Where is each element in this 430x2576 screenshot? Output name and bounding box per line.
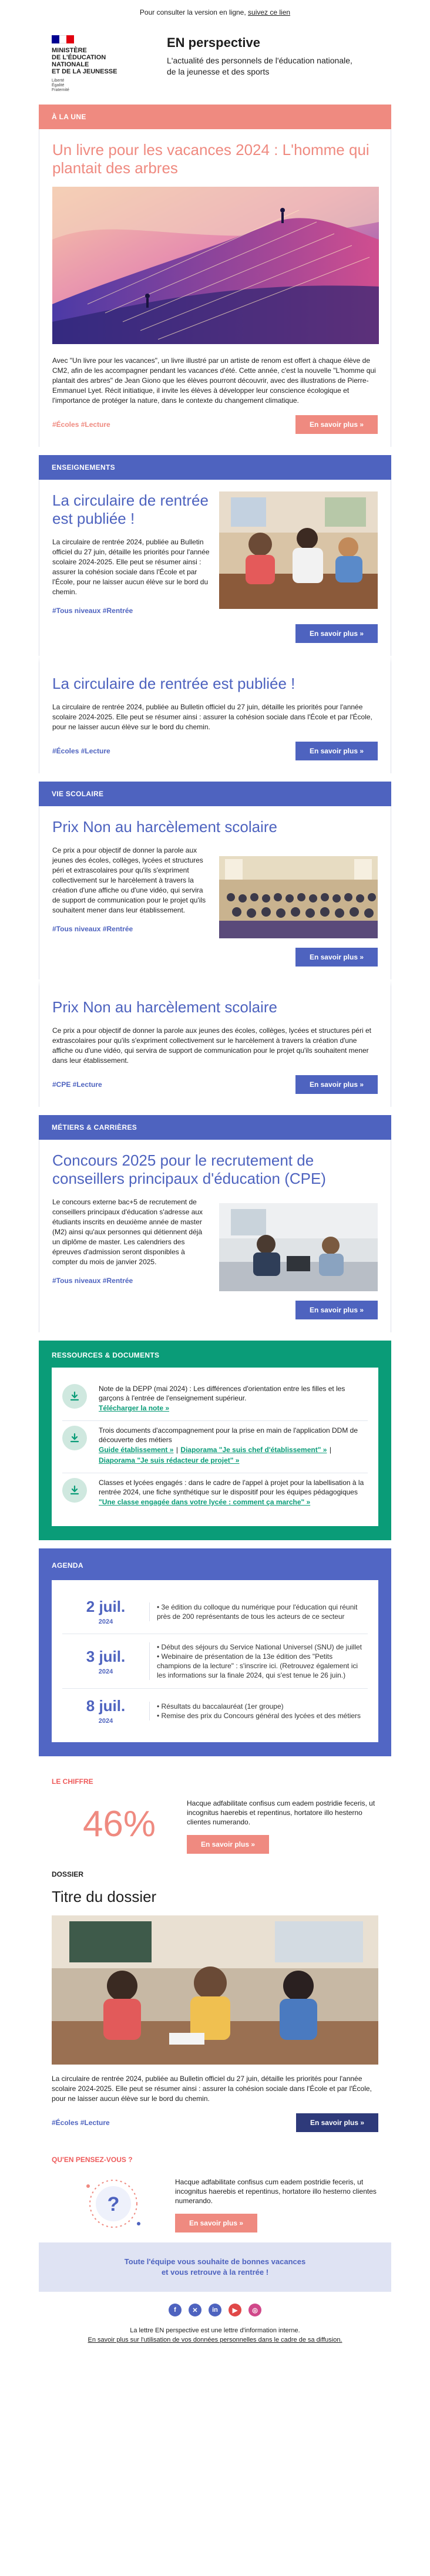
read-more-button[interactable]: En savoir plus »	[187, 1835, 269, 1854]
article-card	[39, 1140, 391, 1332]
resource-item	[62, 1473, 368, 1514]
resource-text: Classes et lycées engagés : dans le cadre de l'appel à projet pour la labellisation à la rentrée 2024, une fiche synthétique sur le dispositif pour les équipes pédagogiques	[99, 1479, 364, 1496]
brand	[152, 35, 361, 93]
classroom-photo	[219, 491, 378, 609]
article-title[interactable]: La circulaire de rentrée est publiée !	[52, 675, 295, 692]
youtube-icon[interactable]: ▶	[229, 2304, 241, 2316]
agenda-line: • Webinaire de présentation de la 13e édition des "Petits champions de la lecture" : s'inscrire ici. (Retrouvez également ici les informations sur la finale 2024, qui s'est tenue le 26 juin.)	[157, 1652, 358, 1679]
section-heading: VIE SCOLAIRE	[39, 782, 391, 806]
section-ressources	[39, 1341, 391, 1540]
office-photo	[219, 1203, 378, 1291]
dossier-title[interactable]: Titre du dossier	[52, 1888, 157, 1905]
section-une	[39, 105, 391, 447]
resource-text: Note de la DEPP (mai 2024) : Les différences d'orientation entre les filles et les garçons à l'entrée de l'enseignement supérieur.	[99, 1385, 345, 1402]
section-metiers	[39, 1115, 391, 1332]
logo-line: DE L'ÉDUCATION	[52, 54, 106, 61]
resource-text: Trois documents d'accompagnement pour la prise en main de l'application DDM de découverte des métiers	[99, 1426, 358, 1444]
logo-motto: Liberté Égalité Fraternité	[52, 79, 69, 92]
resource-link[interactable]: Diaporama "Je suis chef d'établissement" »	[180, 1446, 327, 1454]
agenda-list	[52, 1580, 378, 1742]
agenda-item	[62, 1689, 368, 1733]
footer-message: Toute l'équipe vous souhaite de bonnes vacances et vous retrouve à la rentrée !	[39, 2242, 391, 2292]
article-body: La circulaire de rentrée 2024, publiée au Bulletin officiel du 27 juin, détaille les priorités pour l'année scolaire 2024-2025. Elle peut se résumer ainsi : assurer la cohésion sociale dans l'École et par l'École, pour ne laisser aucun élève sur le bord du chemin.	[52, 538, 210, 596]
download-icon[interactable]	[62, 1478, 87, 1503]
ceremony-photo	[219, 856, 378, 938]
agenda-date: 3 juil. 2024	[86, 1647, 126, 1675]
agenda-date: 8 juil. 2024	[86, 1697, 126, 1725]
download-icon[interactable]	[62, 1384, 87, 1409]
section-chiffre	[39, 1765, 391, 1858]
newsletter-title: EN perspective	[167, 35, 260, 50]
agenda-line: • Remise des prix du Concours général des lycées et des métiers	[157, 1711, 361, 1720]
article-tags[interactable]: #Écoles #Lecture	[52, 747, 110, 755]
resource-item	[62, 1379, 368, 1421]
hero-illustration	[52, 187, 379, 344]
logo-line: ET DE LA JEUNESSE	[52, 68, 117, 75]
key-figure: 46%	[82, 1804, 156, 1844]
header	[39, 22, 391, 105]
figure-description: Hacque adfabilitate confisus cum eadem postridie feceris, ut incognitus haerebis et repentinus, hortatore illo hesterno clientes numerando.	[187, 1799, 375, 1826]
privacy-link[interactable]: En savoir plus sur l'utilisation de vos données personnelles dans le cadre de sa diffusion.	[88, 2336, 342, 2343]
resource-link[interactable]: Guide établissement »	[99, 1446, 174, 1454]
x-icon[interactable]: ✕	[189, 2304, 201, 2316]
agenda-line: • 3e édition du colloque du numérique pour l'éducation qui réunit près de 200 représentants de tous les acteurs de ce secteur	[157, 1602, 358, 1621]
read-more-button[interactable]: En savoir plus »	[295, 1075, 378, 1094]
section-vie-scolaire	[39, 782, 391, 1107]
article-title[interactable]: Prix Non au harcèlement scolaire	[52, 998, 277, 1016]
article-card	[39, 480, 391, 656]
agenda-item	[62, 1590, 368, 1634]
resource-link[interactable]: Diaporama "Je suis rédacteur de projet" »	[99, 1456, 240, 1464]
preheader	[0, 0, 430, 22]
article-tags[interactable]: #CPE #Lecture	[52, 1080, 102, 1089]
online-version-link[interactable]: suivez ce lien	[248, 8, 291, 16]
social-links	[39, 2304, 391, 2316]
article-tags[interactable]: #Tous niveaux #Rentrée	[52, 925, 133, 933]
resource-link[interactable]: "Une classe engagée dans votre lycée : comment ça marche" »	[99, 1498, 311, 1506]
article-tags[interactable]: #Tous niveaux #Rentrée	[52, 1277, 133, 1285]
section-heading: ENSEIGNEMENTS	[39, 455, 391, 480]
read-more-button[interactable]: En savoir plus »	[295, 742, 378, 760]
article-card	[39, 979, 391, 1107]
section-heading: AGENDA	[52, 1561, 83, 1570]
logo-line: NATIONALE	[52, 61, 89, 68]
article-title[interactable]: Prix Non au harcèlement scolaire	[52, 818, 277, 836]
read-more-button[interactable]: En savoir plus »	[295, 624, 378, 643]
read-more-button[interactable]: En savoir plus »	[296, 2113, 378, 2132]
article-body: Ce prix a pour objectif de donner la parole aux jeunes des écoles, collèges, lycées et structures péri et extrascolaires pour qu'ils s'expriment collectivement sur le harcèlement à travers la création d'une affiche ou d'une vidéo, qui servira de support de communication pour le projet qu'ils souhaitent mener dans leur établissement.	[52, 1026, 371, 1065]
section-enseignements	[39, 455, 391, 773]
article-card	[39, 129, 391, 447]
flag-icon	[52, 35, 74, 43]
article-body: Ce prix a pour objectif de donner la parole aux jeunes des écoles, collèges, lycées et structures péri et extrascolaires pour qu'ils s'expriment collectivement sur le harcèlement à travers la création d'une affiche ou d'une vidéo, qui servira de support de communication pour le projet qu'ils souhaitent mener dans leur établissement.	[52, 846, 206, 914]
logo-line: MINISTÈRE	[52, 47, 87, 54]
article-title[interactable]: Concours 2025 pour le recrutement de conseillers principaux d'éducation (CPE)	[52, 1151, 326, 1187]
read-more-button[interactable]: En savoir plus »	[295, 948, 378, 967]
read-more-button[interactable]: En savoir plus »	[295, 1301, 378, 1319]
article-body: Le concours externe bac+5 de recrutement de conseillers principaux d'éducation s'adresse aux étudiants inscrits en deuxième année de master (M2) ainsi qu'aux personnes qui détiennent déjà un diplôme de master. Les calendriers des épreuves d'admission seront disponibles à compter du mois de janvier 2025.	[52, 1198, 203, 1266]
agenda-date: 2 juil. 2024	[86, 1598, 126, 1625]
resource-list	[52, 1368, 378, 1526]
legal-notice	[39, 2326, 391, 2362]
newsletter-subtitle: L'actualité des personnels de l'éducation nationale, de la jeunesse et des sports	[167, 56, 352, 76]
section-agenda	[39, 1548, 391, 1756]
agenda-line: • Début des séjours du Service National Universel (SNU) de juillet	[157, 1643, 362, 1651]
dossier-body: La circulaire de rentrée 2024, publiée au Bulletin officiel du 27 juin, détaille les priorités pour l'année scolaire 2024-2025. Elle peut se résumer ainsi : assurer la cohésion sociale dans l'École et par l'École, pour ne laisser aucun élève sur le bord du chemin.	[52, 2075, 372, 2103]
resource-link[interactable]: Télécharger la note »	[99, 1404, 170, 1412]
section-heading: RESSOURCES & DOCUMENTS	[52, 1351, 160, 1359]
agenda-item	[62, 1634, 368, 1689]
section-heading: QU'EN PENSEZ-VOUS ?	[52, 2156, 133, 2164]
article-card	[39, 806, 391, 979]
classroom-photo	[52, 1915, 378, 2065]
resource-item: Trois documents d'accompagnement pour la prise en main de l'application DDM de découverte des métiers Guide établissement » | Diaporama "Je suis chef d'établissement" » | Diaporama "Je suis rédacteur de projet" »	[62, 1421, 368, 1473]
instagram-icon[interactable]: ◎	[248, 2304, 261, 2316]
section-heading: MÉTIERS & CARRIÈRES	[39, 1115, 391, 1140]
legal-text: La lettre EN perspective est une lettre d'information interne.	[130, 2327, 300, 2334]
agenda-line: • Résultats du baccalauréat (1er groupe)	[157, 1702, 284, 1710]
article-body: Avec "Un livre pour les vacances", un livre illustré par un artiste de renom est offert à chaque élève de CM2, afin de les accompagner pendant les vacances d'été. Cette année, c'est la nouvelle "L'homme qui plantait des arbres" de Jean Giono que les élèves pourront découvrir, avec des illustrations de Pierre-Emmanuel Lyet. Récit initiatique, il invite les élèves à développer leur conscience écologique et l'importance de protéger la nature, dans le contexte du changement climatique.	[52, 356, 376, 405]
section-heading: À LA UNE	[39, 105, 391, 129]
article-tags[interactable]: #Écoles #Lecture	[52, 420, 110, 429]
article-card	[39, 656, 391, 773]
section-quiz	[39, 2145, 391, 2242]
linkedin-icon[interactable]: in	[209, 2304, 221, 2316]
preheader-text: Pour consulter la version en ligne,	[139, 8, 246, 16]
download-icon[interactable]	[62, 1426, 87, 1450]
section-heading: LE CHIFFRE	[52, 1777, 93, 1786]
read-more-button[interactable]: En savoir plus »	[295, 415, 378, 434]
ministry-logo	[52, 35, 152, 93]
article-tags[interactable]: #Écoles #Lecture	[52, 2119, 110, 2127]
question-icon	[52, 2174, 175, 2233]
newsletter	[39, 22, 391, 2362]
article-title[interactable]: La circulaire de rentrée est publiée !	[52, 491, 209, 527]
read-more-button[interactable]: En savoir plus »	[175, 2214, 257, 2232]
article-title[interactable]: Un livre pour les vacances 2024 : L'homme qui plantait des arbres	[52, 141, 369, 177]
article-body: La circulaire de rentrée 2024, publiée au Bulletin officiel du 27 juin, détaille les priorités pour l'année scolaire 2024-2025. Elle peut se résumer ainsi : assurer la cohésion sociale dans l'École et par l'École, pour ne laisser aucun élève sur le bord du chemin.	[52, 703, 372, 731]
article-tags[interactable]: #Tous niveaux #Rentrée	[52, 607, 133, 615]
section-dossier	[39, 1858, 391, 2145]
quiz-description: Hacque adfabilitate confisus cum eadem postridie feceris, ut incognitus haerebis et repentinus, hortatore illo hesterno clientes numerando.	[175, 2178, 377, 2205]
facebook-icon[interactable]: f	[169, 2304, 182, 2316]
svg-text:?: ?	[107, 2193, 120, 2215]
section-heading: DOSSIER	[52, 1870, 84, 1878]
